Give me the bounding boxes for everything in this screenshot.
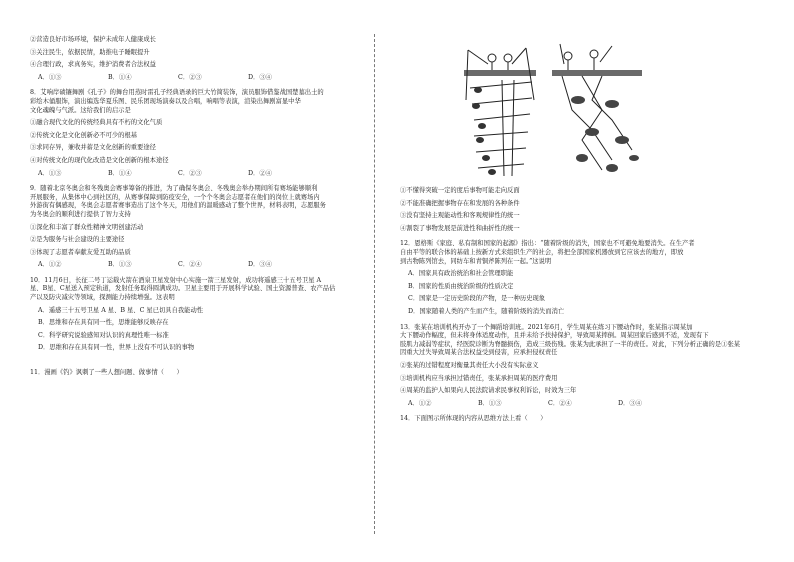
question-9-stem: 开展服务，从集体中心到社区的，从赛事保障到防疫安全，一个个冬奥会志愿者在他们的岗位上就赛场内 [30,193,320,201]
question-item: ①融合现代文化的传统经典具有不朽的文化气质 [30,119,163,127]
option: C．②④ [178,261,202,269]
question-10-stem: 产以及防灾减灾等领域，探测能力持续增强。这表明 [30,294,175,302]
option: D．③④ [248,261,272,269]
question-item: ③没有坚持主观能动性和客观规律性的统一 [400,212,520,220]
question-item: ①不懂得突破一定的度后事物可能走向反面 [400,187,520,194]
question-10-stem: 星、B星、C星送入预定轨道，发射任务取得圆满成功。卫星主要用于开展科学试验、国土资源普查、农产品估 [30,285,336,293]
option: A．①③ [38,169,62,177]
question-9-stem: 外游街有偶感现，冬奥会志愿者赛事造出了这个冬天，用他们的温暖感动了整个世界，材料表明，志愿服务 [30,202,326,210]
question-item: C．科学研究说验感知对认识的真理性唯一标准 [38,331,169,339]
option: B．①④ [108,169,132,177]
option: D．③④ [618,399,642,407]
option: D．③④ [248,73,272,81]
question-item: A．遥感三十五号卫星 A 星、B 星、C 星已切具自我能动性 [38,306,204,314]
question-item: ①深化和丰富了群众性精神文明创建活动 [30,223,144,231]
question-13-stem: 肢肌力减弱等症状，经医院诊断为脊髓损伤，造成三级伤残。张某为此承担了一半的责任。对此，下列分析正确的是①张某 [400,340,741,348]
option: D．②④ [248,169,272,177]
question-13-stem: 大下腰动作幅度，但未将身体适度动作，且并未给予扶持保护，导致周某摔倒。周某回家后感到不适，发现有下 [400,332,709,340]
right-column [400,36,758,424]
text-line: ④合理行政，求真务实，维护消费者合法权益 [30,61,156,69]
question-item: D．思维和存在具有同一性，世界上没有不可认识的事物 [38,344,195,352]
question-12-stem: 自由平等的联合体的基础上按新方式来组织生产的社会，将把全部国家机器放到它应该去的地方，即放 [400,248,684,256]
text-line: ②营造良好市场环境，保护未成年人健康成长 [30,36,156,43]
question-8-stem: 彩绘木俑服饰，演出编选华夏乐图、民乐团现场演奏以及合唱，响唱等表演，渲染出舞剧富显中华 [30,97,301,105]
column-divider [374,34,375,534]
question-item: B．思维和存在具有同一性，思维能够反映存在 [38,319,169,327]
question-8-stem: 文化魂魄与气派。这给我们的启示是 [30,106,131,114]
left-column [30,36,355,378]
option: C．②④ [548,399,572,407]
question-item: ②张某的过错程度对衡量其责任大小没有实际意义 [400,361,539,369]
figure-head [488,54,496,62]
option: B．①③ [108,261,132,269]
question-item: D．国家随着人类的产生而产生，随着阶级的消失而消亡 [408,307,565,315]
question-item: ②不能准确把握事物存在和发展的各种条件 [400,199,520,207]
option: A．①② [38,261,62,269]
branch-right [552,70,642,76]
cartoon-image [462,40,652,182]
text-line: ③关注民生，依据民情，助推电子睡眠提升 [30,48,150,56]
option: A．①③ [38,73,62,81]
question-item: ②是为服务与社会建设的主要途径 [30,236,125,244]
question-14-stem: 14．下面图示所体现的内容从思维方法上看（ ） [400,415,547,423]
question-10-stem: 10．11月6日，长征二号丁运载火箭在酒泉卫星发射中心实施一箭三星发射，成功将遥感三十五号卫星 A [30,276,322,284]
option: C．②③ [178,169,202,177]
question-9-stem: 为冬奥会的顺利进行提供了智力支持 [30,210,131,218]
question-item: ④割裂了事物发展是前进性和曲折性的统一 [400,224,520,232]
question-13-stem: 因重大过失导致周某合法权益受到侵害，应承担侵权责任 [400,349,558,357]
answer-options [30,261,355,270]
question-13-stem: 13．张某在培训机构开办了一个舞蹈培训班。2021年6月，学生周某在练习下腰动作时，张某指示周某加 [400,323,693,331]
question-item: B．国家的性质由统治阶级的性质决定 [408,282,514,290]
question-item: A．国家具有政治统治和社会管理职能 [408,270,514,278]
question-8-stem: 8．艾响岸碛镶舞剧《孔子》的舞台用蒸时雷孔子经典语录的巨大竹简装饰，演员服饰借鉴战国楚墓出土的 [30,89,324,97]
option: B．①③ [478,399,502,407]
question-item: ③体现了志愿者奉献友爱互助的品质 [30,248,131,256]
question-9-stem: 9．随着北京冬奥会和冬残奥会赛事筹备的推进，为了确保冬奥会、冬残奥会举办期间所有赛场能够顺利 [30,185,318,193]
option: B．①④ [108,73,132,81]
question-12-stem: 到古物陈列馆去，同纺车和青铜斧陈列在一起。”这说明 [400,257,552,265]
cartoon-figure [462,40,652,182]
answer-options [30,74,355,83]
question-item: C．国家是一定历史阶段的产物，是一种历史现象 [408,295,546,303]
figure-head [504,54,512,62]
question-item: ④对传统文化的现代化改造是文化创新的根本途径 [30,156,169,164]
answer-options [30,170,355,179]
question-item: ④周某的监护人如果向人民法院请求民事权利诉讼，时效为三年 [400,387,577,395]
branch-left [464,70,536,76]
question-11-stem: 11．漫画《钓》讽刺了一些人想问题、做事情（ ） [30,369,183,377]
question-12-stem: 12．恩格斯《家庭、私有制和国家的起源》指出：“随着阶级的消失，国家也不可避免地要消失。在生产者 [400,240,695,248]
question-item: ②传统文化是文化创新必不可少的根基 [30,131,138,139]
question-item: ③培训机构应当承担过错责任，张某承担周某的医疗费用 [400,374,558,382]
answer-options [400,400,758,409]
option: C．②③ [178,73,202,81]
question-item: ③求同存异，兼收并蓄是文化创新的重要途径 [30,144,156,152]
option: A．①② [408,399,432,407]
